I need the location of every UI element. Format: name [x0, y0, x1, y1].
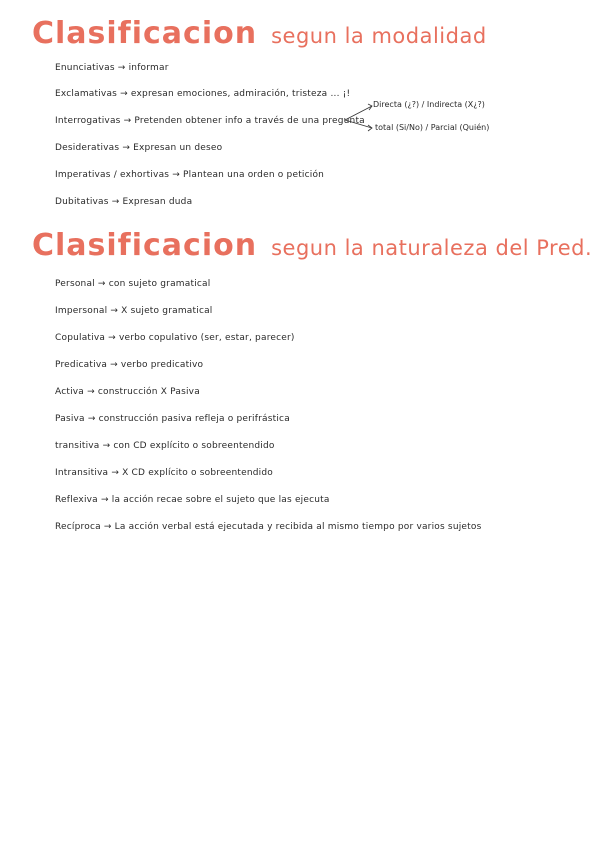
list-item: Predicativa → verbo predicativo: [55, 360, 204, 370]
list-item: Activa → construcción X Pasiva: [55, 387, 200, 397]
section1-heading-main: Clasificacion: [32, 16, 258, 51]
list-item: Pasiva → construcción pasiva refleja o perifrástica: [55, 414, 290, 424]
section2-heading-rest: segun la naturaleza del Pred.: [271, 236, 593, 260]
list-item: Personal → con sujeto gramatical: [55, 279, 211, 289]
branch-directa-indirecta: Directa (¿?) / Indirecta (X¿?): [373, 100, 485, 109]
list-item: Copulativa → verbo copulativo (ser, estar, parecer): [55, 333, 295, 343]
list-item: Dubitativas → Expresan duda: [55, 197, 193, 207]
list-item: Enunciativas → informar: [55, 63, 169, 73]
branch-total-parcial: total (Si/No) / Parcial (Quién): [375, 123, 490, 132]
list-item: Recíproca → La acción verbal está ejecutada y recibida al mismo tiempo por varios sujetos: [55, 522, 482, 532]
list-item: Exclamativas → expresan emociones, admiración, tristeza ... ¡!: [55, 89, 351, 99]
section1-heading-rest: segun la modalidad: [271, 24, 487, 48]
list-item: Interrogativas → Pretenden obtener info a través de una pregunta: [55, 116, 365, 126]
list-item: transitiva → con CD explícito o sobreentendido: [55, 441, 275, 451]
section2-heading-main: Clasificacion: [32, 228, 258, 263]
list-item: Intransitiva → X CD explícito o sobreentendido: [55, 468, 273, 478]
list-item: Reflexiva → la acción recae sobre el sujeto que las ejecuta: [55, 495, 330, 505]
list-item: Desiderativas → Expresan un deseo: [55, 143, 223, 153]
list-item: Imperativas / exhortivas → Plantean una orden o petición: [55, 170, 325, 180]
list-item: Impersonal → X sujeto gramatical: [55, 306, 213, 316]
section2-heading: [32, 228, 592, 263]
